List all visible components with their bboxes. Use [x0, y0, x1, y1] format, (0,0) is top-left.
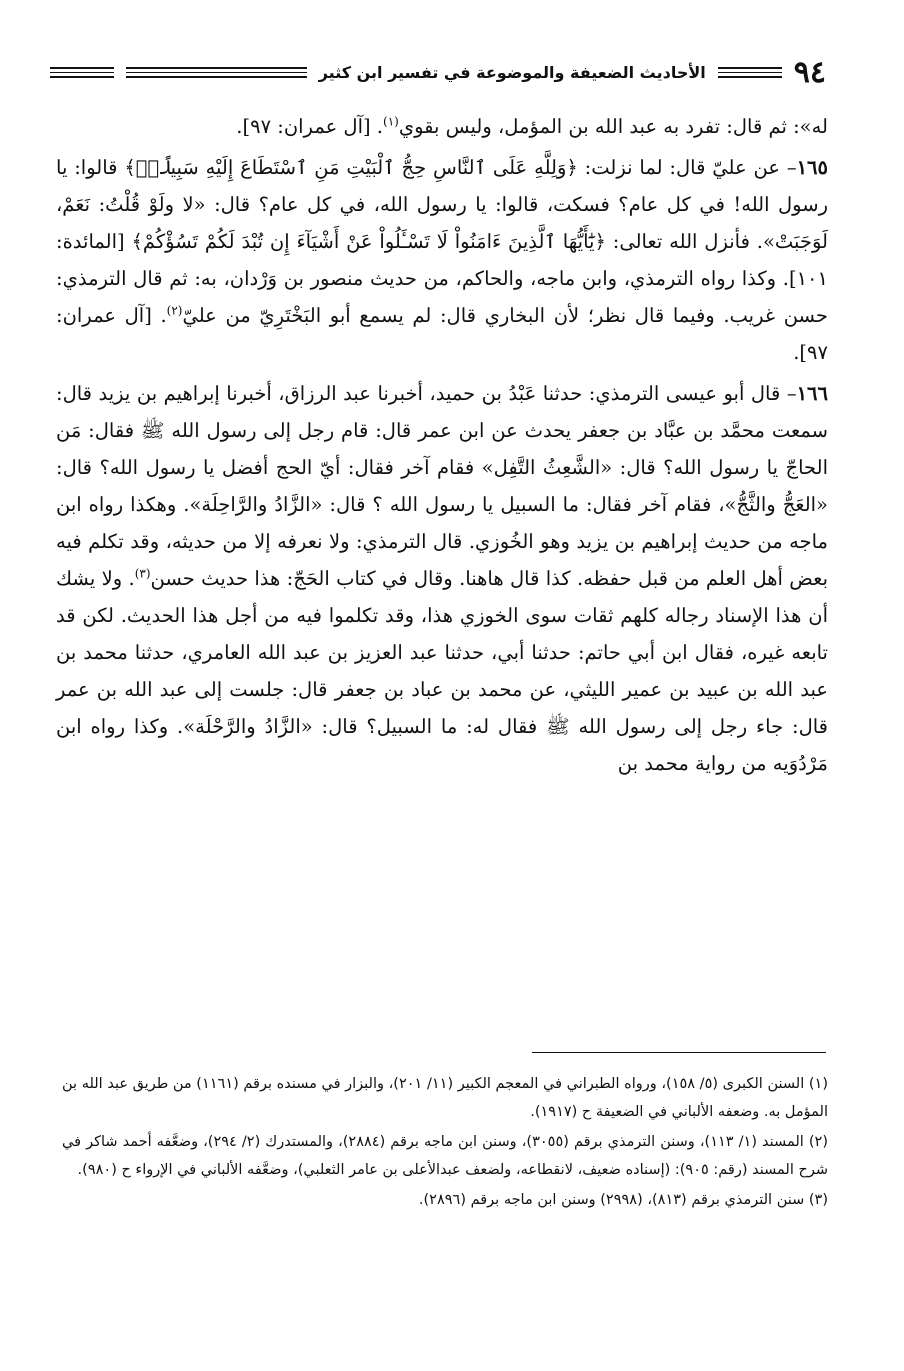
paragraph-tail: . [آل عمران: ٩٧].: [56, 304, 828, 364]
paragraph-tail: . [آل عمران: ٩٧].: [236, 115, 384, 138]
footnote-ref: (٢): [166, 303, 183, 318]
footnote: (٢) المسند (١/ ١١٣)، وسنن الترمذي برقم (٣٠٥٥)، وسنن ابن ماجه برقم (٢٨٨٤)، والمستدرك (٢/ ٢٩٤)، وضعَّفه أحمد شاكر في شرح المسند (رقم: ٩٠٥): (إسناده ضعيف، لانقطاعه، ولضعف عبدالأعلى بن عامر الثعلبي)، وضعَّفه الألباني في الإرواء ح (٩٨٠).: [62, 1134, 828, 1178]
paragraph-text: – قال أبو عيسى الترمذي: حدثنا عَبْدُ بن حميد، أخبرنا عبد الرزاق، أخبرنا إبراهيم بن يزيد قال: سمعت محمَّد بن عبَّاد بن جعفر يحدث عن ابن عمر قال: قام رجل إلى رسول الله ﷺ فقال: مَن الحاجّ يا رسول الله؟ قال: «الشَّعِثُ التَّفِل» فقام آخر فقال: أيّ الحج أفضل يا رسول الله؟ قال: «العَجُّ والثَّجُّ»، فقام آخر فقال: ما السبيل يا رسول الله ؟ قال: «الزَّادُ والرَّاحِلَة». وهكذا رواه ابن ماجه من حديث إبراهيم بن يزيد وهو الخُوزي. قال الترمذي: ولا نعرفه إلا من حديثه، وقد تكلم فيه بعض أهل العلم من قبل حفظه. كذا قال هاهنا. وقال في كتاب الحَجّ: هذا حديث حسن: [56, 382, 829, 590]
paragraph: [56, 149, 828, 371]
paragraph-text: – عن عليّ قال: لما نزلت: ﴿وَلِلَّهِ عَلَى ٱلنَّاسِ حِجُّ ٱلْبَيْتِ مَنِ ٱسْتَطَاعَ إِلَيْهِ سَبِيلًاۚ﴾ قالوا: يا رسول الله! في كل عام؟ فسكت، قالوا: يا رسول الله، في كل عام؟ قال: «لا ولَوْ قُلْتُ: نَعَمْ، لَوَجَبَتْ». فأنزل الله تعالى: ﴿يَٰٓأَيُّهَا ٱلَّذِينَ ءَامَنُواْ لَا تَسْـَٔلُواْ عَنْ أَشْيَآءَ إِن تُبْدَ لَكُمْ تَسُؤْكُمْ﴾ [المائدة: ١٠١]. وكذا رواه الترمذي، وابن ماجه، والحاكم، من حديث منصور بن وَرْدان، به: ثم قال الترمذي: حسن غريب. وفيما قال نظر؛ لأن البخاري قال: لم يسمع أبو البَخْتَرِيّ من عليّ: [56, 156, 828, 327]
header-title: الأحاديث الضعيفة والموضوعة في تفسير ابن كثير: [318, 62, 706, 82]
footnote-ref: (٣): [134, 566, 151, 581]
hadith-number: ١٦٦: [796, 382, 828, 405]
header-rule-middle: [126, 67, 307, 78]
paragraph-tail: . ولا يشك أن هذا الإسناد رجاله كلهم ثقات سوى الخوزي هذا، وقد تكلموا فيه من أجل هذا الحديث. لكن قد تابعه غيره، فقال ابن أبي حاتم: حدثنا أبي، حدثنا عبد العزيز بن عبد الله العامري، حدثنا محمد بن عبد الله بن عبيد بن عمير الليثي، عن محمد بن عباد بن جعفر قال: جلست إلى عبد الله بن عمر قال: جاء رجل إلى رسول الله ﷺ فقال له: ما السبيل؟ قال: «الزَّادُ والرَّحْلَة». وكذا رواه ابن مَرْدُوَيه من رواية محمد بن: [56, 567, 828, 775]
paragraph-text: له»: ثم قال: تفرد به عبد الله بن المؤمل، وليس بقوي: [398, 115, 828, 138]
footnote: (٣) سنن الترمذي برقم (٨١٣)، (٢٩٩٨) وسنن ابن ماجه برقم (٢٨٩٦).: [418, 1192, 828, 1208]
hadith-number: ١٦٥: [796, 156, 828, 179]
footnote-separator: [532, 1052, 826, 1053]
footnote: (١) السنن الكبرى (٥/ ١٥٨)، ورواه الطبراني في المعجم الكبير (١١/ ٢٠١)، والبزار في مسنده برقم (١١٦١) من طريق عبد الله بن المؤمل به. وضعفه الألباني في الضعيفة ح (١٩١٧).: [62, 1076, 828, 1120]
header-rule-left: [50, 67, 114, 78]
paragraph: [56, 108, 828, 145]
paragraph: [56, 375, 828, 782]
page-number: ٩٤: [793, 54, 826, 90]
running-header: [50, 54, 826, 90]
header-rule-right: [718, 67, 782, 78]
footnote-ref: (١): [383, 114, 399, 129]
main-text: [56, 108, 828, 786]
footnotes: [62, 1070, 828, 1216]
